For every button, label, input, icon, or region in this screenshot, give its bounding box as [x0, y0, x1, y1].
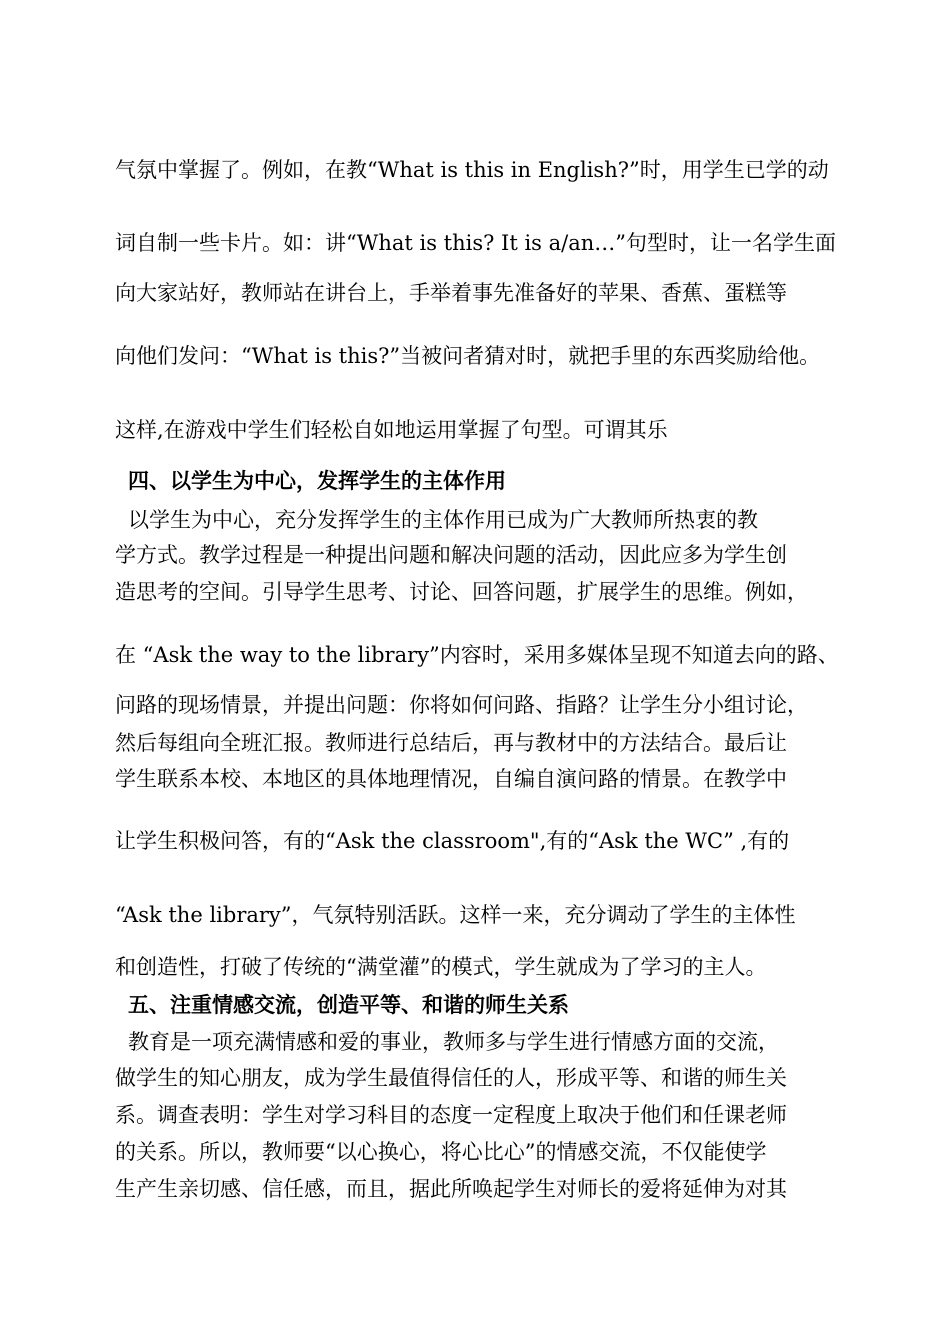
paragraph-line: 教育是一项充满情感和爱的事业，教师多与学生进行情感方面的交流，	[128, 1030, 779, 1054]
section-heading-5: 五、注重情感交流，创造平等、和谐的师生关系	[128, 992, 569, 1017]
paragraph-line: 让学生积极问答，有的“Ask the classroom",有的“Ask the WC” ,有的	[115, 829, 790, 853]
paragraph-line: 造思考的空间。引导学生思考、讨论、回答问题，扩展学生的思维。例如，	[115, 580, 808, 604]
paragraph-line: 在 “Ask the way to the library”内容时，采用多媒体呈现不知道去向的路、	[115, 643, 839, 667]
paragraph-line: 向大家站好，教师站在讲台上，手举着事先准备好的苹果、香蕉、蛋糕等	[115, 281, 787, 305]
paragraph-line: 学生联系本校、本地区的具体地理情况，自编自演问路的情景。在教学中	[115, 767, 787, 791]
paragraph-line: 这样,在游戏中学生们轻松自如地运用掌握了句型。可谓其乐	[115, 418, 668, 442]
paragraph-line: 然后每组向全班汇报。教师进行总结后，再与教材中的方法结合。最后让	[115, 731, 787, 755]
paragraph-line: “Ask the library”，气氛特别活跃。这样一来，充分调动了学生的主体性	[115, 903, 796, 927]
section-heading-4: 四、以学生为中心，发挥学生的主体作用	[128, 468, 506, 493]
paragraph-line: 以学生为中心，充分发挥学生的主体作用已成为广大教师所热衷的教	[128, 508, 758, 532]
paragraph-line: 向他们发问：“What is this?”当被问者猜对时，就把手里的东西奖励给他。	[115, 344, 821, 368]
paragraph-line: 问路的现场情景，并提出问题：你将如何问路、指路？让学生分小组讨论，	[115, 693, 808, 717]
paragraph-line: 学方式。教学过程是一种提出问题和解决问题的活动，因此应多为学生创	[115, 543, 787, 567]
paragraph-line: 气氛中掌握了。例如，在教“What is this in English?”时，用学生已学的动	[115, 158, 829, 182]
paragraph-line: 生产生亲切感、信任感，而且，据此所唤起学生对师长的爱将延伸为对其	[115, 1177, 787, 1201]
paragraph-line: 做学生的知心朋友，成为学生最值得信任的人，形成平等、和谐的师生关	[115, 1066, 787, 1090]
paragraph-line: 和创造性，打破了传统的“满堂灌”的模式，学生就成为了学习的主人。	[115, 955, 767, 979]
paragraph-line: 词自制一些卡片。如：讲“What is this? It is a/an…”句型时，让一名学生面	[115, 231, 836, 255]
paragraph-line: 的关系。所以，教师要“以心换心，将心比心”的情感交流，不仅能使学	[115, 1140, 767, 1164]
paragraph-line: 系。调查表明：学生对学习科目的态度一定程度上取决于他们和任课老师	[115, 1103, 787, 1127]
